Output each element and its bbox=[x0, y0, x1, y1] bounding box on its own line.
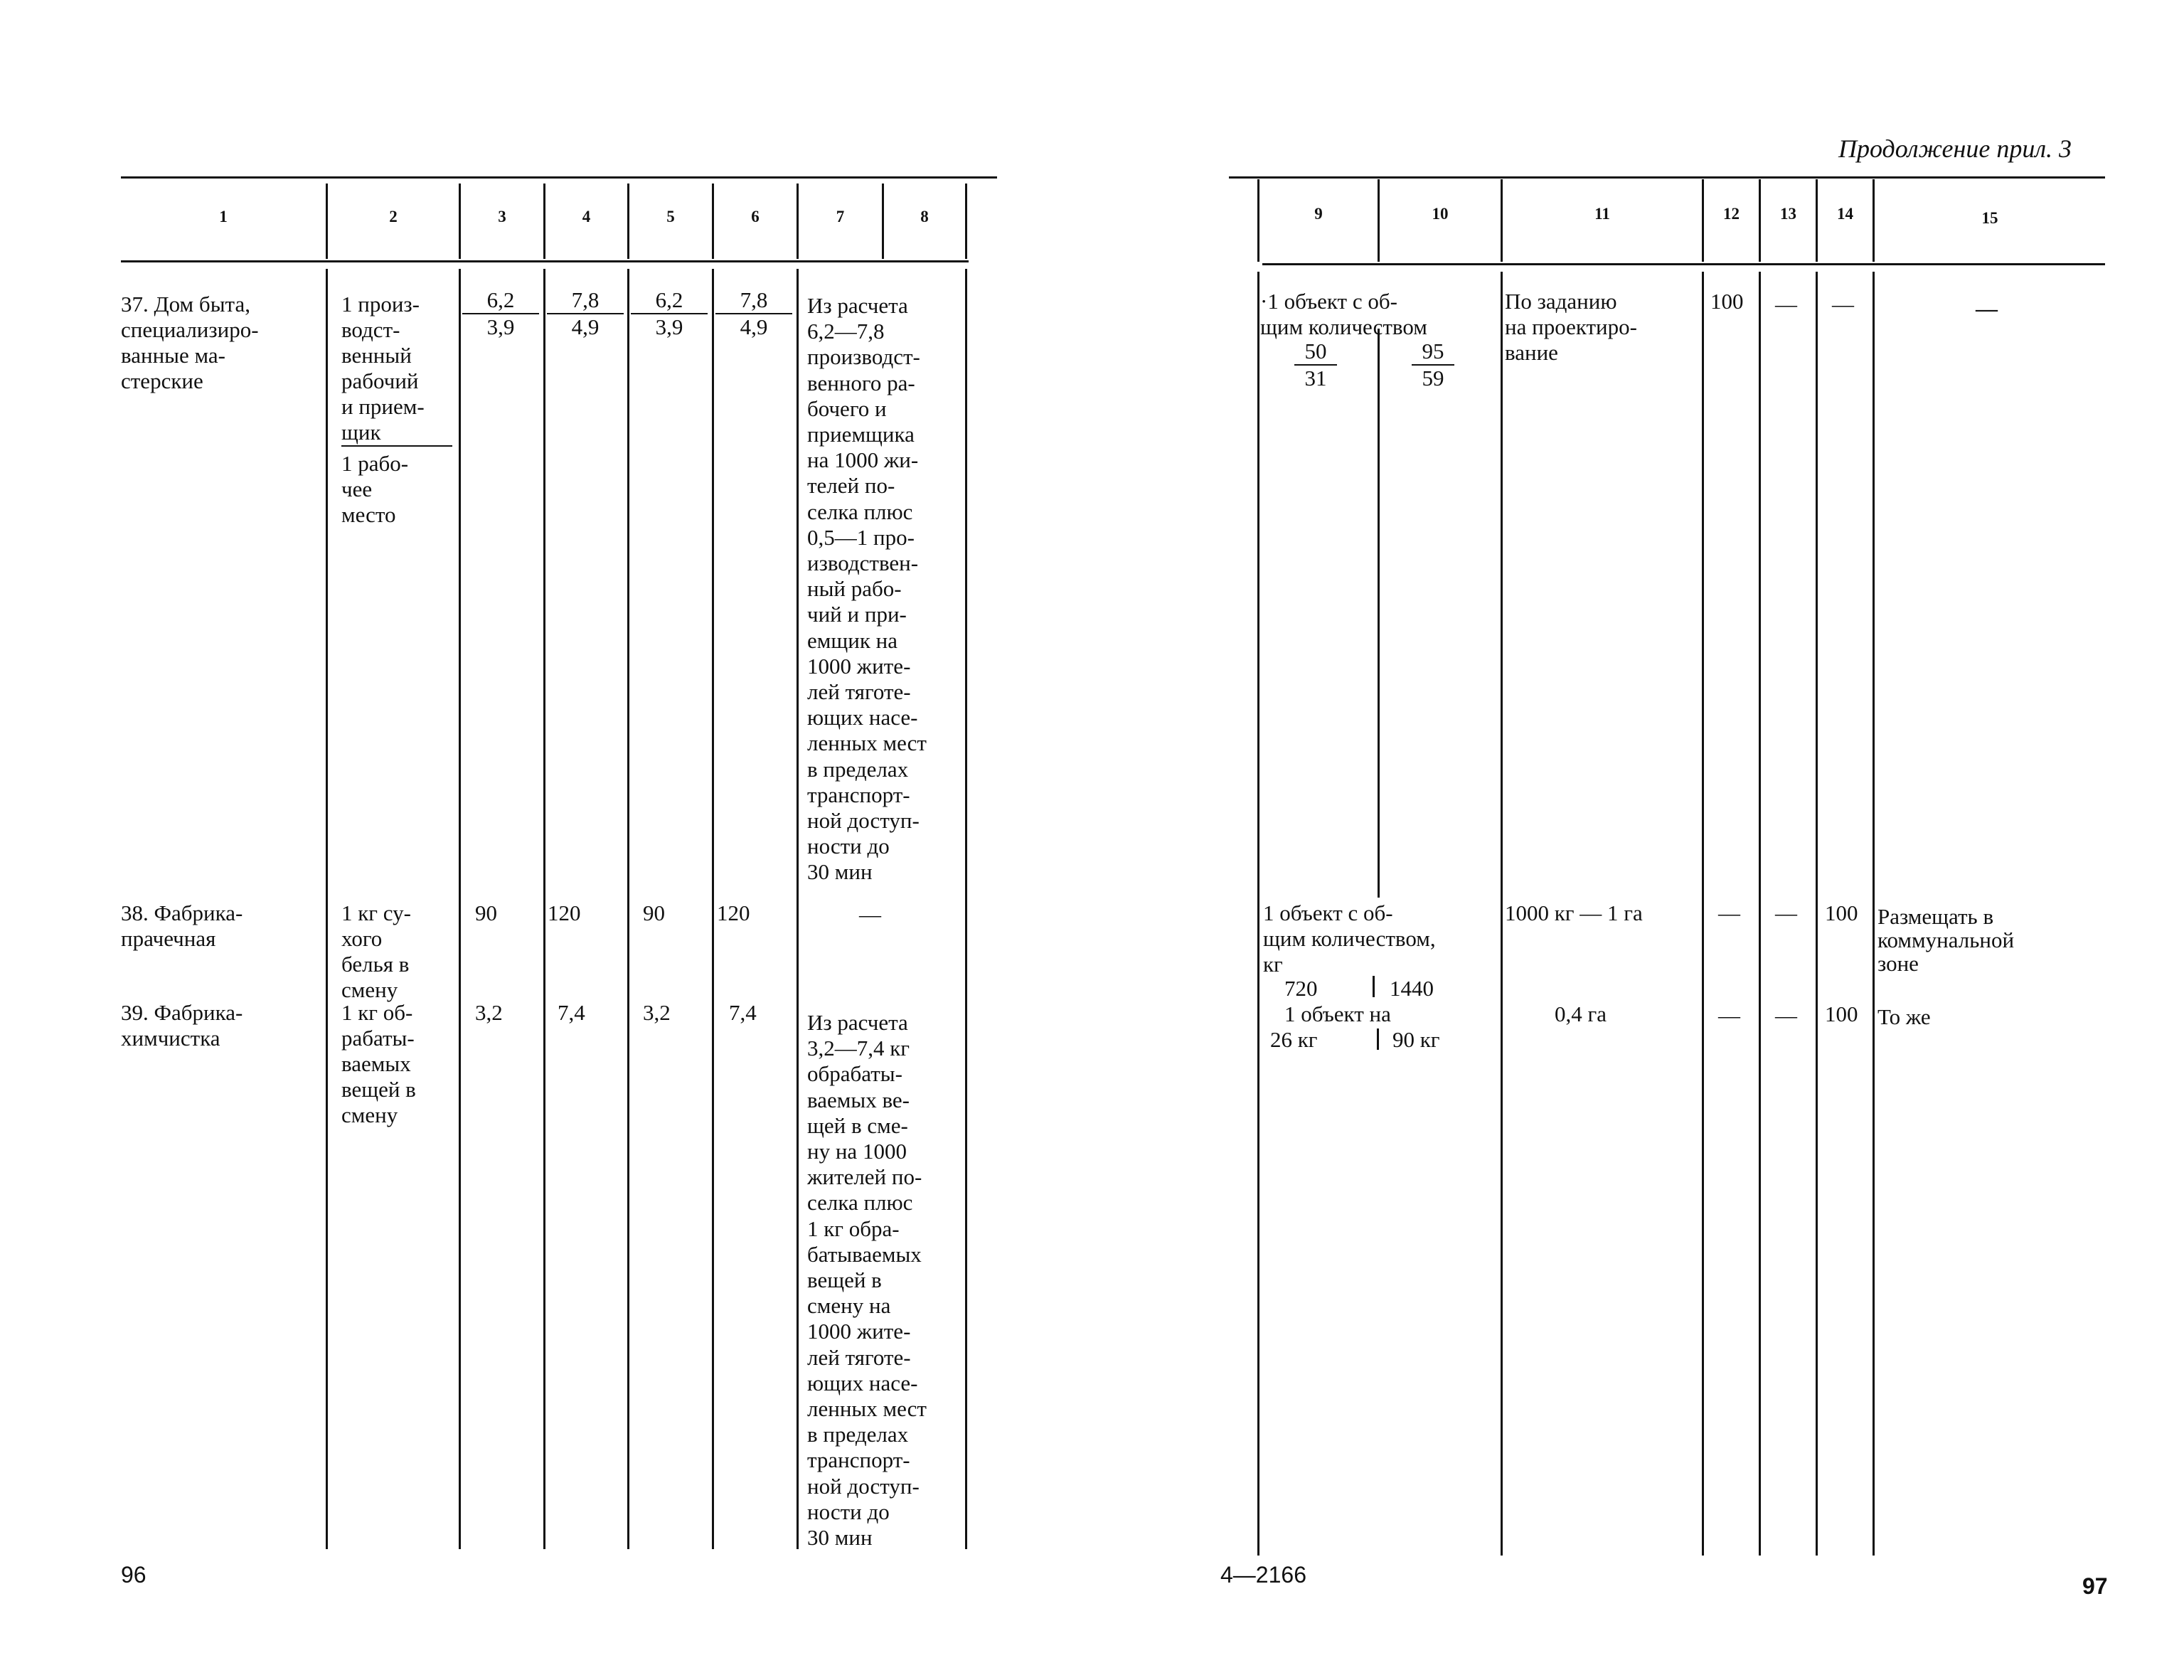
row37-unit: 1 произ- водст- венный рабочий и прием- щик bbox=[341, 292, 425, 445]
r38-c15: Размещать в коммунальной зоне bbox=[1877, 904, 2015, 976]
row37-c6-den: 4,9 bbox=[740, 314, 768, 339]
right-header-rule bbox=[1262, 263, 2105, 265]
row39-name: 39. Фабрика- химчистка bbox=[121, 1000, 243, 1051]
print-code: 4—2166 bbox=[1220, 1562, 1306, 1588]
row37-c5-den: 3,9 bbox=[655, 314, 683, 339]
col-header-3: 3 bbox=[498, 208, 506, 225]
r39-c9-val: 26 кг bbox=[1270, 1027, 1318, 1052]
body-sep bbox=[543, 269, 545, 1549]
page-number-left: 96 bbox=[121, 1562, 147, 1588]
row37-c7: Из расчета 6,2—7,8 производст- венного ра- бочего и приемщика на 1000 жи- телей по- селка плюс 0,5—1 про- изводствен- ный рабо- чий и при- емщик на 1000 жите- лей тяготе- ющих насе- ленных мест в пределах транспорт- ной доступ- ности до 30 мин bbox=[807, 293, 927, 885]
body-sep bbox=[1816, 272, 1818, 1556]
r38-c12: — bbox=[1718, 900, 1740, 925]
hdr-sep bbox=[965, 184, 967, 259]
r38-c9-val: 720 bbox=[1284, 976, 1318, 1001]
body-sep bbox=[1702, 272, 1704, 1556]
r37-c12: 100 bbox=[1710, 289, 1744, 314]
r37-c9-text: ·1 объект с об- щим количеством bbox=[1260, 289, 1427, 339]
r37-c11: По заданию на проектиро- вание bbox=[1505, 289, 1637, 365]
r39-c9-text: 1 объект на bbox=[1284, 1001, 1391, 1026]
row38-c4: 120 bbox=[548, 900, 581, 925]
col-header-9: 9 bbox=[1314, 205, 1323, 223]
row37-name: 37. Дом быта, специализиро- ванные ма- стерские bbox=[121, 292, 259, 393]
col-header-12: 12 bbox=[1723, 205, 1740, 223]
continuation-note: Продолжение прил. 3 bbox=[1838, 134, 2072, 163]
r37-c14: — bbox=[1832, 292, 1854, 317]
r37-c9-den: 31 bbox=[1304, 366, 1327, 390]
row38-c6: 120 bbox=[717, 900, 750, 925]
row37-c3 bbox=[462, 287, 539, 340]
row38-unit: 1 кг су- хого белья в смену bbox=[341, 900, 411, 1002]
body-sep bbox=[1873, 272, 1875, 1556]
r37-c10-frac bbox=[1412, 339, 1454, 391]
row39-c4: 7,4 bbox=[558, 1000, 585, 1025]
left-header-rule bbox=[121, 260, 969, 262]
row39-c6: 7,4 bbox=[729, 1000, 757, 1025]
r39-c13: — bbox=[1775, 1003, 1797, 1028]
r39-val-sep bbox=[1377, 1028, 1379, 1050]
r39-c15: То же bbox=[1877, 1004, 1931, 1029]
col-header-8: 8 bbox=[920, 208, 929, 225]
row39-c3: 3,2 bbox=[475, 1000, 503, 1025]
col-header-11: 11 bbox=[1594, 205, 1610, 223]
body-sep bbox=[965, 269, 967, 1549]
r38-val-sep bbox=[1373, 976, 1375, 997]
row37-c4-den: 4,9 bbox=[571, 314, 600, 339]
row37-c4-num: 7,8 bbox=[547, 287, 624, 314]
body-sep bbox=[712, 269, 714, 1549]
col-header-14: 14 bbox=[1837, 205, 1853, 223]
row37-c6 bbox=[715, 287, 792, 340]
r37-c10-num: 95 bbox=[1412, 339, 1454, 366]
r37-c13: — bbox=[1775, 292, 1797, 317]
row37-c4 bbox=[547, 287, 624, 340]
r37-c9-num: 50 bbox=[1294, 339, 1337, 366]
row37-c3-num: 6,2 bbox=[462, 287, 539, 314]
col-header-4: 4 bbox=[582, 208, 591, 225]
body-sep bbox=[797, 269, 799, 1549]
col-header-6: 6 bbox=[751, 208, 760, 225]
body-sep bbox=[1257, 272, 1259, 1556]
body-sep bbox=[326, 269, 328, 1549]
left-top-rule bbox=[121, 176, 997, 179]
r38-c14: 100 bbox=[1825, 900, 1858, 925]
body-sep-partial bbox=[1378, 329, 1380, 898]
row38-c3: 90 bbox=[475, 900, 497, 925]
row39-c7: Из расчета 3,2—7,4 кг обрабаты- ваемых ве- щей в сме- ну на 1000 жителей по- селка плюс 1 кг обра- батываемых вещей в смену на 1000 жите- лей тяготе- ющих насе- ленных мест в пределах транспорт- ной доступ- ности до 30 мин bbox=[807, 1010, 927, 1551]
col-header-15: 15 bbox=[1981, 209, 1998, 227]
r39-c14: 100 bbox=[1825, 1001, 1858, 1026]
row37-unit-alt: 1 рабо- чее место bbox=[341, 451, 409, 527]
row39-c5: 3,2 bbox=[643, 1000, 671, 1025]
row37-c5-num: 6,2 bbox=[631, 287, 708, 314]
r39-c11: 0,4 га bbox=[1555, 1001, 1607, 1026]
r37-c9-frac bbox=[1294, 339, 1337, 391]
row37-c3-den: 3,9 bbox=[486, 314, 515, 339]
col-header-5: 5 bbox=[666, 208, 675, 225]
row39-unit: 1 кг об- рабаты- ваемых вещей в смену bbox=[341, 1000, 416, 1127]
body-sep bbox=[459, 269, 461, 1549]
row38-name: 38. Фабрика- прачечная bbox=[121, 900, 243, 951]
col-header-7: 7 bbox=[836, 208, 845, 225]
r39-c12: — bbox=[1718, 1003, 1740, 1028]
r37-c15: — bbox=[1976, 296, 1998, 321]
body-sep bbox=[1759, 272, 1761, 1556]
r37-c10-den: 59 bbox=[1422, 366, 1444, 390]
r38-c9-text: 1 объект с об- щим количеством, кг bbox=[1263, 900, 1436, 977]
row38-c5: 90 bbox=[643, 900, 665, 925]
row37-c6-num: 7,8 bbox=[715, 287, 792, 314]
body-sep bbox=[627, 269, 629, 1549]
col-header-2: 2 bbox=[389, 208, 398, 225]
row37-unit-divider bbox=[341, 445, 452, 447]
body-sep bbox=[1501, 272, 1503, 1556]
col-header-1: 1 bbox=[219, 208, 228, 225]
r38-c10-val: 1440 bbox=[1390, 976, 1434, 1001]
col-header-10: 10 bbox=[1432, 205, 1449, 223]
col-header-13: 13 bbox=[1780, 205, 1796, 223]
row37-c5 bbox=[631, 287, 708, 340]
r38-c11: 1000 кг — 1 га bbox=[1505, 900, 1643, 925]
r39-c10-val: 90 кг bbox=[1392, 1027, 1440, 1052]
right-top-rule bbox=[1229, 176, 2105, 179]
page-number-right: 97 bbox=[2082, 1573, 2108, 1599]
r38-c13: — bbox=[1775, 900, 1797, 925]
row38-c7: — bbox=[859, 902, 881, 927]
